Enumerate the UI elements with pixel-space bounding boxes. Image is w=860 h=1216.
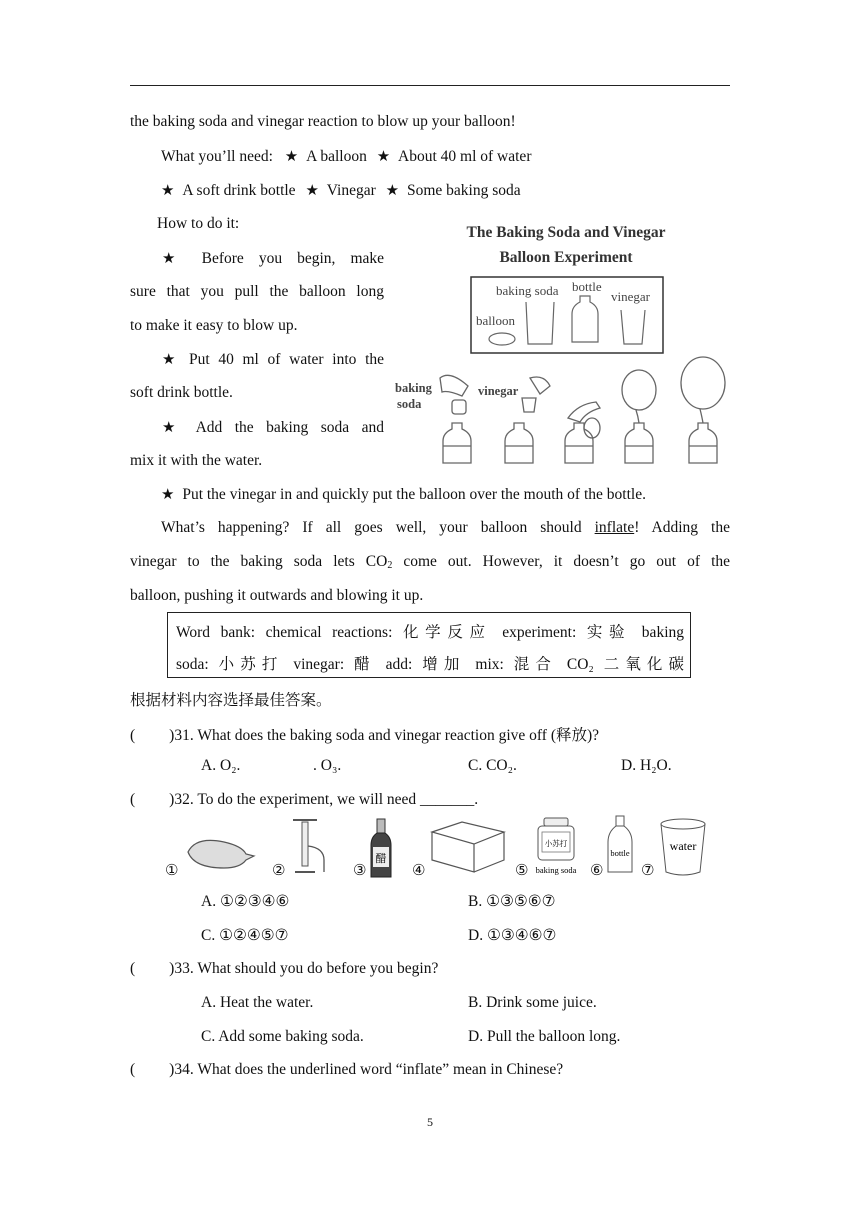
step-bottles xyxy=(440,357,725,463)
happening-text-2a: vinegar to the baking soda lets CO xyxy=(130,553,388,570)
howto-label: How to do it: xyxy=(157,215,240,232)
step3-text: Add the baking soda and xyxy=(195,419,384,436)
need-item: Some baking soda xyxy=(406,182,521,199)
passage-intro-line: the baking soda and vinegar reaction to blow up your balloon! xyxy=(130,113,516,130)
q32-option-d[interactable]: D. ①③④⑥⑦ xyxy=(468,927,557,944)
page-number: 5 xyxy=(427,1115,433,1129)
question-text: 31. What does the baking soda and vinegar reaction give off (释放)? xyxy=(174,727,600,744)
question-33 xyxy=(130,960,438,978)
air-pump-icon xyxy=(287,816,331,876)
vinegar-bottle-icon xyxy=(369,817,393,879)
q32-option-a[interactable]: A. ①②③④⑥ xyxy=(201,893,290,910)
step4-text: Put the vinegar in and quickly put the balloon over the mouth of the bottle. xyxy=(182,486,646,503)
star-icon: ★ xyxy=(161,485,175,503)
item-number-7: ⑦ xyxy=(641,861,655,879)
step2-line2: soft drink bottle. xyxy=(130,384,233,401)
answer-paren-open: ( xyxy=(130,791,136,808)
q33-option-b[interactable]: B. Drink some juice. xyxy=(468,994,597,1011)
bottle-label: bottle xyxy=(610,848,630,858)
soda-caption: baking soda xyxy=(535,865,577,875)
question-32 xyxy=(130,791,478,809)
star-icon: ★ xyxy=(284,147,299,165)
answer-paren-close: ) xyxy=(169,791,175,808)
step1-line1 xyxy=(130,249,384,268)
star-icon: ★ xyxy=(162,249,187,267)
q33-option-d[interactable]: D. Pull the balloon long. xyxy=(468,1028,621,1045)
star-icon: ★ xyxy=(161,181,175,199)
label-bottle: bottle xyxy=(572,279,602,294)
answer-paren-open: ( xyxy=(130,727,136,744)
step-label-soda: soda xyxy=(397,397,422,411)
q32-option-b[interactable]: B. ①③⑤⑥⑦ xyxy=(468,893,556,910)
baking-soda-jar-icon xyxy=(530,816,582,876)
happening-line3: balloon, pushing it outwards and blowing it up. xyxy=(130,587,424,604)
step4-line xyxy=(161,485,646,504)
q31-option-d[interactable]: D. H₂O. xyxy=(621,757,672,774)
need-item: A balloon xyxy=(306,148,367,165)
item-number-3: ③ xyxy=(353,861,367,879)
q31-option-b[interactable]: . O₃. xyxy=(313,757,342,774)
step1-line3: to make it easy to blow up. xyxy=(130,317,298,334)
step2-text: Put 40 ml of water into the xyxy=(188,351,384,368)
star-icon: ★ xyxy=(162,350,181,368)
answer-paren-close: ) xyxy=(169,960,175,977)
figure-title-line2: Balloon Experiment xyxy=(499,249,633,266)
experiment-figure xyxy=(392,218,730,470)
question-text: 34. What does the underlined word “inflate” mean in Chinese? xyxy=(174,1061,564,1078)
star-icon: ★ xyxy=(385,181,400,199)
header-rule xyxy=(130,85,730,86)
soda-jar-label: 小苏打 xyxy=(544,839,568,848)
instruction-text: 根据材料内容选择最佳答案。 xyxy=(130,692,332,709)
happening-text: What’s happening? If all goes well, your balloon should xyxy=(161,519,582,536)
q32-option-c[interactable]: C. ①②④⑤⑦ xyxy=(201,927,289,944)
answer-paren-open: ( xyxy=(130,960,136,977)
star-icon: ★ xyxy=(376,147,391,165)
glass-icon xyxy=(621,310,645,344)
q33-option-a[interactable]: A. Heat the water. xyxy=(201,994,314,1011)
balloon-icon xyxy=(182,832,262,872)
step3-line2: mix it with the water. xyxy=(130,452,263,469)
needs-line-2 xyxy=(161,181,521,200)
water-glass-icon xyxy=(657,816,709,878)
star-icon: ★ xyxy=(162,418,185,436)
q31-option-c[interactable]: C. CO₂. xyxy=(468,757,517,774)
label-baking-soda: baking soda xyxy=(496,283,559,298)
happening-text-2b: come out. However, it doesn’t go out of the xyxy=(392,553,731,570)
need-item: Vinegar xyxy=(326,182,376,199)
question-text: 33. What should you do before you begin? xyxy=(174,960,439,977)
answer-paren-open: ( xyxy=(130,1061,136,1078)
label-vinegar: vinegar xyxy=(611,289,650,304)
item-number-6: ⑥ xyxy=(590,861,604,879)
need-item: A soft drink bottle xyxy=(182,182,296,199)
q31-option-a[interactable]: A. O₂. xyxy=(201,757,241,774)
star-icon: ★ xyxy=(305,181,319,199)
needs-label: What you’ll need: xyxy=(161,148,273,165)
balloon-icon xyxy=(489,333,515,345)
question-text: 32. To do the experiment, we will need _______. xyxy=(174,791,479,808)
question-34 xyxy=(130,1061,563,1079)
word-bank-line2: soda: 小苏打 vinegar: 醋 add: 增加 mix: 混合 CO₂ 二氧化碳 xyxy=(176,656,684,673)
step3-line1 xyxy=(130,418,384,437)
item-number-4: ④ xyxy=(412,861,426,879)
box-icon xyxy=(428,818,508,874)
vinegar-label: 醋 xyxy=(375,852,387,865)
answer-paren-close: ) xyxy=(169,1061,175,1078)
needs-line-1 xyxy=(161,147,531,166)
item-number-1: ① xyxy=(165,861,179,879)
figure-title-line1: The Baking Soda and Vinegar xyxy=(466,224,666,241)
need-item: About 40 ml of water xyxy=(398,148,532,165)
item-number-2: ② xyxy=(272,861,286,879)
q33-option-c[interactable]: C. Add some baking soda. xyxy=(201,1028,364,1045)
question-31 xyxy=(130,723,599,745)
bottle-icon xyxy=(572,296,598,342)
bottle-icon xyxy=(604,814,636,876)
item-number-5: ⑤ xyxy=(515,861,529,879)
answer-paren-close: ) xyxy=(169,727,175,744)
label-balloon: balloon xyxy=(476,313,515,328)
water-label: water xyxy=(669,839,697,853)
step1-line2: sure that you pull the balloon long xyxy=(130,283,384,300)
happening-line2: vinegar to the baking soda lets $CO_2$ come out. However, it doesn’t go out of the xyxy=(130,553,731,571)
step-label-baking: baking xyxy=(395,381,432,395)
beaker-icon xyxy=(526,302,554,344)
word-bank-line1: Word bank: chemical reactions: 化学反应 experiment: 实验 baking xyxy=(176,624,684,641)
happening-text-b: ! Adding the xyxy=(634,519,730,536)
step1-text: Before you begin, make xyxy=(201,250,385,267)
happening-line1 xyxy=(161,519,730,537)
step-label-vinegar: vinegar xyxy=(478,384,519,398)
step2-line1 xyxy=(130,350,384,369)
inflate-word: inflate xyxy=(594,519,635,536)
word-bank-box xyxy=(167,612,691,678)
experiment-illustration xyxy=(392,218,730,470)
